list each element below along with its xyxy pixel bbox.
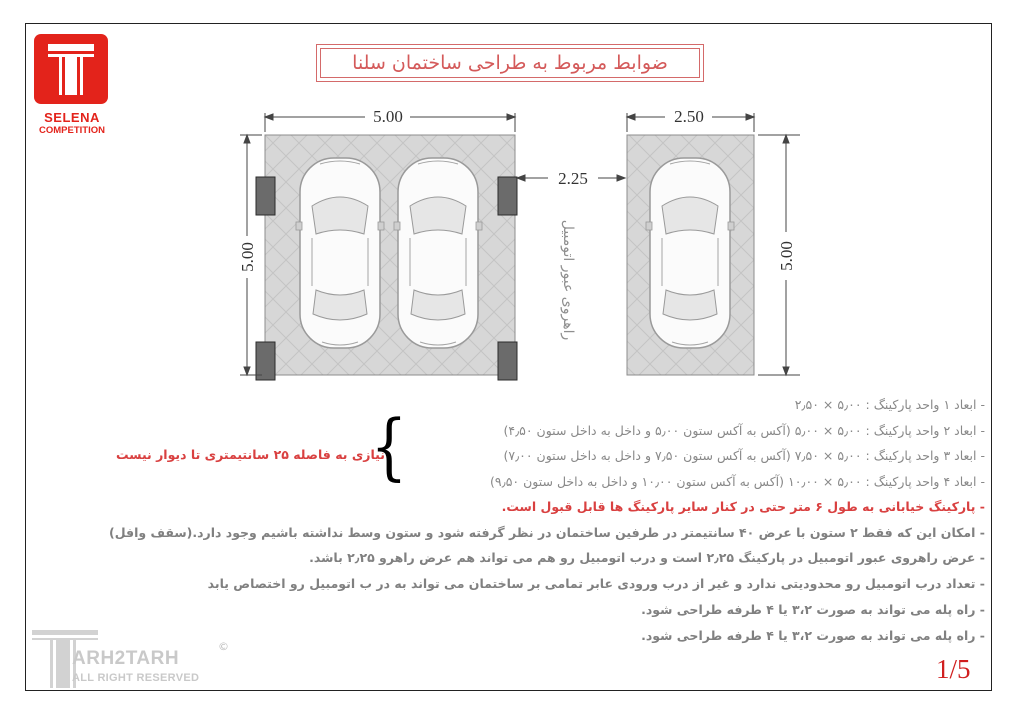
dimension-label: 5.00 (777, 241, 796, 271)
car-icon (394, 158, 482, 348)
column (498, 342, 517, 380)
car-icon (646, 158, 734, 348)
note-item: - ابعاد ۲ واحد پارکینگ : ۵٫۰۰ × ۵٫۰۰ (آکس به آکس ستون ۵٫۰۰ و داخل به داخل ستون ۴٫۵۰) (503, 423, 985, 438)
logo-subtitle: COMPETITION (39, 125, 105, 136)
column (256, 177, 275, 215)
dimension-label: 2.25 (558, 169, 588, 188)
page-title: ضوابط مربوط به طراحی ساختمان سلنا (352, 52, 668, 74)
note-item: - راه پله می تواند به صورت ۳،۲ یا ۴ طرفه طراحی شود. (641, 602, 985, 617)
note-item: - ابعاد ۳ واحد پارکینگ : ۵٫۰۰ × ۷٫۵۰ (آکس به آکس ستون ۷٫۵۰ و داخل به داخل ستون ۷٫۰۰) (503, 448, 985, 463)
page-number: 1/5 (936, 654, 971, 684)
dimension-label: 5.00 (373, 107, 403, 126)
note-item: - ابعاد ۱ واحد پارکینگ : ۵٫۰۰ × ۲٫۵۰ (794, 397, 985, 412)
brace-note: نیازی به فاصله ۲۵ سانتیمتری تا دیوار نیست (116, 447, 385, 462)
car-icon (296, 158, 384, 348)
watermark-name: ARH2TARH (72, 648, 180, 669)
dimension-label: 5.00 (238, 242, 257, 272)
column (256, 342, 275, 380)
note-item: - تعداد درب اتومبیل رو محدودیتی ندارد و غیر از درب ورودی عابر تمامی بر ساختمان می تواند به در ب اتومبیل رو اختصاص یابد (207, 576, 985, 591)
column (498, 177, 517, 215)
logo-name: SELENA (44, 110, 100, 125)
note-item: - ابعاد ۴ واحد پارکینگ : ۵٫۰۰ × ۱۰٫۰۰ (آکس به آکس ستون ۱۰٫۰۰ و داخل به داخل ستون ۹٫۵۰) (490, 474, 985, 489)
note-item: - امکان این که فقط ۲ ستون با عرض ۴۰ سانتیمتر در طرفین ساختمان در نظر گرفته شود و ستون وسط نداشته باشیم وجود دارد.(سقف وافل) (109, 525, 985, 540)
aisle-label: راهروی عبور اتومبیل (560, 219, 576, 341)
copyright-icon: © (218, 640, 229, 653)
note-item: - عرض راهروی عبور اتومبیل در پارکینگ ۲٫۲۵ است و درب اتومبیل رو هم می تواند هم عرض راهرو ۲٫۲۵ باشد. (309, 550, 985, 565)
curly-brace-icon: { (370, 404, 408, 488)
note-item: - پارکینگ خیابانی به طول ۶ متر حتی در کنار سایر پارکینگ ها قابل قبول است. (501, 499, 985, 514)
note-item: - راه پله می تواند به صورت ۳،۲ یا ۴ طرفه طراحی شود. (641, 628, 985, 643)
watermark-subtitle: ALL RIGHT RESERVED (72, 672, 200, 684)
dimension-label: 2.50 (674, 107, 704, 126)
